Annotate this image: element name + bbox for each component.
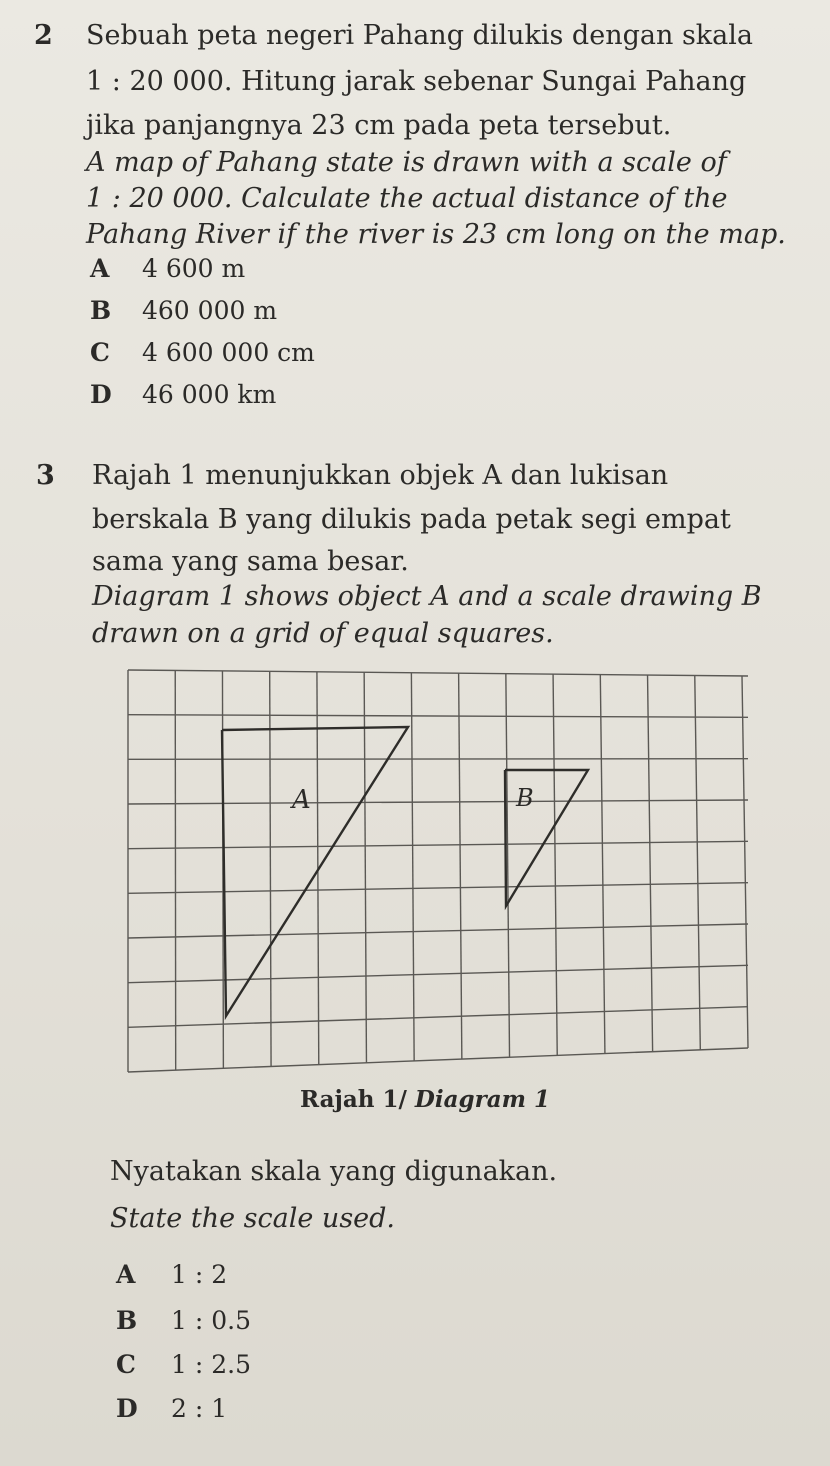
grid-vertical-line — [695, 676, 701, 1050]
grid-horizontal-line — [128, 924, 748, 938]
grid-vertical-line — [553, 674, 557, 1055]
option-letter: D — [116, 1394, 138, 1423]
q2-malay-line-1: Sebuah peta negeri Pahang dilukis dengan skala — [86, 20, 753, 51]
q3-english-line-2: drawn on a grid of equal squares. — [92, 618, 554, 649]
grid-vertical-line — [364, 672, 366, 1062]
q3-malay-line-2: berskala B yang dilukis pada petak segi empat — [92, 504, 731, 535]
option-text: 1 : 2 — [171, 1260, 228, 1289]
object-a-triangle — [222, 727, 408, 1016]
q2-malay-line-2: 1 : 20 000. Hitung jarak sebenar Sungai Pahang — [86, 66, 747, 97]
option-letter: D — [90, 380, 112, 409]
q3-prompt-english: State the scale used. — [110, 1203, 396, 1234]
option-text: 460 000 m — [142, 296, 278, 325]
scale-drawing-b-label: B — [516, 784, 534, 812]
q3-option-a[interactable] — [116, 1260, 227, 1289]
grid-vertical-line — [742, 676, 748, 1048]
grid-horizontal-line — [128, 965, 748, 982]
grid-horizontal-line — [128, 800, 748, 804]
option-letter: B — [116, 1306, 138, 1335]
option-letter: C — [116, 1350, 136, 1379]
caption-malay: Rajah 1/ — [300, 1086, 415, 1113]
option-letter: A — [116, 1260, 136, 1289]
option-text: 46 000 km — [142, 380, 277, 409]
grid-horizontal-line — [128, 883, 748, 894]
q2-english-line-2: 1 : 20 000. Calculate the actual distance of the — [86, 183, 728, 214]
grid-horizontal-line — [128, 670, 748, 676]
option-letter: C — [90, 338, 110, 367]
option-text: 2 : 1 — [171, 1394, 228, 1423]
q3-malay-line-3: sama yang sama besar. — [92, 546, 409, 577]
diagram-caption — [300, 1086, 550, 1113]
q3-option-b[interactable] — [116, 1306, 251, 1335]
question-2-number: 2 — [34, 20, 53, 51]
caption-english: Diagram 1 — [414, 1086, 550, 1113]
q3-english-line-1: Diagram 1 shows object A and a scale drawing B — [92, 581, 762, 612]
option-text: 4 600 000 cm — [142, 338, 315, 367]
grid-vertical-line — [648, 675, 653, 1052]
option-text: 4 600 m — [142, 254, 246, 283]
grid-vertical-line — [270, 671, 271, 1066]
grid-horizontal-line — [128, 1007, 748, 1028]
grid-vertical-line — [411, 673, 414, 1061]
option-letter: A — [90, 254, 110, 283]
q2-english-line-3: Pahang River if the river is 23 cm long on the map. — [86, 219, 786, 250]
q2-english-line-1: A map of Pahang state is drawn with a scale of — [86, 147, 727, 178]
q3-option-d[interactable] — [116, 1394, 227, 1423]
object-a-label: A — [292, 785, 311, 815]
grid-horizontal-line — [128, 759, 748, 760]
grid-horizontal-line — [128, 841, 748, 848]
q3-malay-line-1: Rajah 1 menunjukkan objek A dan lukisan — [92, 460, 669, 491]
option-letter: B — [90, 296, 112, 325]
option-text: 1 : 2.5 — [171, 1350, 251, 1379]
grid-horizontal-line — [128, 715, 748, 718]
q3-prompt-malay: Nyatakan skala yang digunakan. — [110, 1156, 558, 1187]
q3-option-c[interactable] — [116, 1350, 251, 1379]
grid-horizontal-line — [128, 1048, 748, 1072]
grid-vertical-line — [600, 675, 605, 1054]
option-text: 1 : 0.5 — [171, 1306, 251, 1335]
grid-vertical-line — [459, 673, 462, 1059]
question-3-number: 3 — [36, 460, 55, 491]
q2-malay-line-3: jika panjangnya 23 cm pada peta tersebut. — [86, 110, 672, 141]
